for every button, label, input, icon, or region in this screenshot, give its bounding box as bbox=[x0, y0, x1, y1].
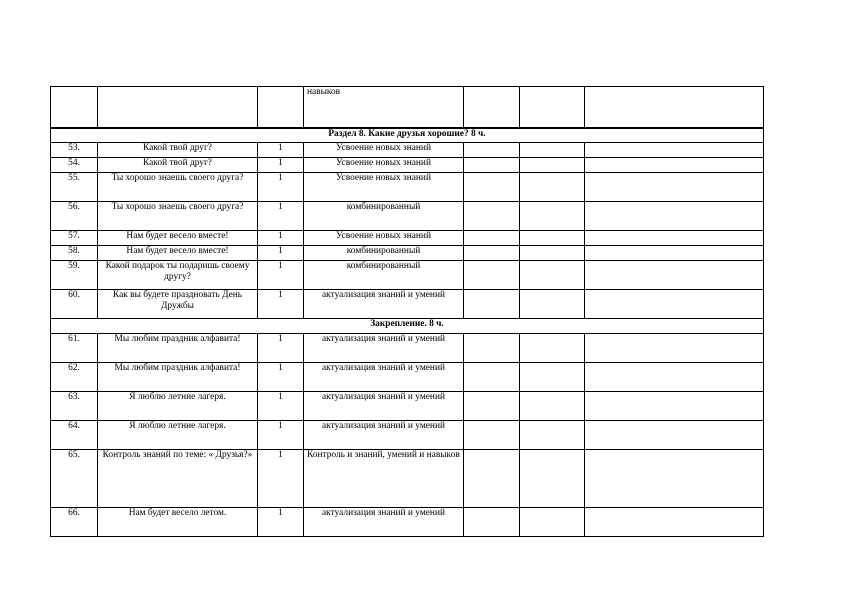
date-plan-cell bbox=[464, 87, 520, 128]
lesson-type-cell: Усвоение новых знаний bbox=[304, 158, 464, 173]
date-fact-cell bbox=[520, 508, 585, 537]
date-fact-cell bbox=[520, 392, 585, 421]
date-fact-cell bbox=[520, 173, 585, 202]
lesson-number-cell bbox=[51, 87, 98, 128]
date-fact-cell bbox=[520, 87, 585, 128]
notes-cell bbox=[585, 173, 764, 202]
table-row bbox=[51, 261, 764, 290]
hours-cell: 1 bbox=[258, 202, 304, 231]
lesson-topic-cell: Какой твой друг? bbox=[98, 143, 258, 158]
date-plan-cell bbox=[464, 450, 520, 508]
lesson-type-cell: навыков bbox=[304, 87, 464, 128]
table-row bbox=[51, 231, 764, 246]
date-plan-cell bbox=[464, 363, 520, 392]
date-plan-cell bbox=[464, 261, 520, 290]
table-row bbox=[51, 202, 764, 231]
notes-cell bbox=[585, 508, 764, 537]
section-title: Раздел 8. Какие друзья хорошие? 8 ч. bbox=[51, 128, 764, 143]
date-plan-cell bbox=[464, 143, 520, 158]
lesson-plan-table bbox=[50, 86, 764, 537]
lesson-topic-cell: Мы любим праздник алфавита! bbox=[98, 363, 258, 392]
hours-cell: 1 bbox=[258, 173, 304, 202]
lesson-type-cell: актуализация знаний и умений bbox=[304, 392, 464, 421]
table-row bbox=[51, 392, 764, 421]
date-fact-cell bbox=[520, 231, 585, 246]
lesson-topic-cell: Нам будет весело вместе! bbox=[98, 246, 258, 261]
lesson-number-cell: 63. bbox=[51, 392, 98, 421]
date-plan-cell bbox=[464, 158, 520, 173]
lesson-number-cell: 66. bbox=[51, 508, 98, 537]
notes-cell bbox=[585, 290, 764, 319]
date-fact-cell bbox=[520, 202, 585, 231]
date-plan-cell bbox=[464, 421, 520, 450]
lesson-type-cell: актуализация знаний и умений bbox=[304, 363, 464, 392]
lesson-type-cell: актуализация знаний и умений bbox=[304, 421, 464, 450]
date-plan-cell bbox=[464, 231, 520, 246]
date-plan-cell bbox=[464, 290, 520, 319]
table-row bbox=[51, 290, 764, 319]
lesson-type-cell: актуализация знаний и умений bbox=[304, 290, 464, 319]
hours-cell: 1 bbox=[258, 334, 304, 363]
hours-cell: 1 bbox=[258, 246, 304, 261]
lesson-topic-cell: Ты хорошо знаешь своего друга? bbox=[98, 202, 258, 231]
table-row bbox=[51, 450, 764, 508]
table-row bbox=[51, 508, 764, 537]
table-row bbox=[51, 246, 764, 261]
lesson-topic-cell: Как вы будете праздновать День Дружбы bbox=[98, 290, 258, 319]
hours-cell: 1 bbox=[258, 421, 304, 450]
lesson-number-cell: 53. bbox=[51, 143, 98, 158]
table-row bbox=[51, 173, 764, 202]
hours-cell: 1 bbox=[258, 261, 304, 290]
notes-cell bbox=[585, 421, 764, 450]
lesson-number-cell: 60. bbox=[51, 290, 98, 319]
notes-cell bbox=[585, 143, 764, 158]
lesson-type-cell: комбинированный bbox=[304, 261, 464, 290]
table-row bbox=[51, 363, 764, 392]
section-header-row bbox=[51, 319, 764, 334]
hours-cell: 1 bbox=[258, 158, 304, 173]
lesson-number-cell: 56. bbox=[51, 202, 98, 231]
hours-cell: 1 bbox=[258, 290, 304, 319]
notes-cell bbox=[585, 392, 764, 421]
date-plan-cell bbox=[464, 334, 520, 363]
lesson-number-cell: 65. bbox=[51, 450, 98, 508]
date-fact-cell bbox=[520, 450, 585, 508]
notes-cell bbox=[585, 261, 764, 290]
section-title: Закрепление. 8 ч. bbox=[51, 319, 764, 334]
date-fact-cell bbox=[520, 246, 585, 261]
date-plan-cell bbox=[464, 508, 520, 537]
lesson-topic-cell: Я люблю летние лагеря. bbox=[98, 392, 258, 421]
date-plan-cell bbox=[464, 202, 520, 231]
hours-cell: 1 bbox=[258, 450, 304, 508]
lesson-type-cell: комбинированный bbox=[304, 246, 464, 261]
lesson-number-cell: 59. bbox=[51, 261, 98, 290]
date-plan-cell bbox=[464, 392, 520, 421]
notes-cell bbox=[585, 450, 764, 508]
hours-cell: 1 bbox=[258, 508, 304, 537]
table-row bbox=[51, 421, 764, 450]
lesson-number-cell: 58. bbox=[51, 246, 98, 261]
date-fact-cell bbox=[520, 261, 585, 290]
lesson-number-cell: 64. bbox=[51, 421, 98, 450]
lesson-type-cell: Усвоение новых знаний bbox=[304, 143, 464, 158]
lesson-topic-cell: Мы любим праздник алфавита! bbox=[98, 334, 258, 363]
date-fact-cell bbox=[520, 421, 585, 450]
lesson-topic-cell: Нам будет весело летом. bbox=[98, 508, 258, 537]
table-row bbox=[51, 143, 764, 158]
section-header-row bbox=[51, 128, 764, 143]
lesson-type-cell: Усвоение новых знаний bbox=[304, 173, 464, 202]
hours-cell: 1 bbox=[258, 392, 304, 421]
lesson-number-cell: 61. bbox=[51, 334, 98, 363]
notes-cell bbox=[585, 363, 764, 392]
lesson-type-cell: Усвоение новых знаний bbox=[304, 231, 464, 246]
table-row bbox=[51, 87, 764, 128]
date-fact-cell bbox=[520, 158, 585, 173]
lesson-topic-cell: Какой подарок ты подаришь своему другу? bbox=[98, 261, 258, 290]
date-fact-cell bbox=[520, 334, 585, 363]
hours-cell bbox=[258, 87, 304, 128]
lesson-number-cell: 62. bbox=[51, 363, 98, 392]
lesson-number-cell: 57. bbox=[51, 231, 98, 246]
notes-cell bbox=[585, 202, 764, 231]
lesson-type-cell: Контроль и знаний, умений и навыков bbox=[304, 450, 464, 508]
notes-cell bbox=[585, 87, 764, 128]
notes-cell bbox=[585, 246, 764, 261]
lesson-type-cell: актуализация знаний и умений bbox=[304, 334, 464, 363]
lesson-topic-cell: Я люблю летние лагеря. bbox=[98, 421, 258, 450]
lesson-topic-cell: Контроль знаний по теме: « Друзья?» bbox=[98, 450, 258, 508]
date-fact-cell bbox=[520, 290, 585, 319]
lesson-topic-cell bbox=[98, 87, 258, 128]
notes-cell bbox=[585, 158, 764, 173]
hours-cell: 1 bbox=[258, 363, 304, 392]
notes-cell bbox=[585, 231, 764, 246]
date-fact-cell bbox=[520, 363, 585, 392]
lesson-number-cell: 55. bbox=[51, 173, 98, 202]
hours-cell: 1 bbox=[258, 231, 304, 246]
lesson-topic-cell: Ты хорошо знаешь своего друга? bbox=[98, 173, 258, 202]
lesson-number-cell: 54. bbox=[51, 158, 98, 173]
lesson-type-cell: актуализация знаний и умений bbox=[304, 508, 464, 537]
date-plan-cell bbox=[464, 173, 520, 202]
lesson-type-cell: комбинированный bbox=[304, 202, 464, 231]
table-row bbox=[51, 158, 764, 173]
notes-cell bbox=[585, 334, 764, 363]
hours-cell: 1 bbox=[258, 143, 304, 158]
date-fact-cell bbox=[520, 143, 585, 158]
date-plan-cell bbox=[464, 246, 520, 261]
table-row bbox=[51, 334, 764, 363]
lesson-topic-cell: Какой твой друг? bbox=[98, 158, 258, 173]
lesson-topic-cell: Нам будет весело вместе! bbox=[98, 231, 258, 246]
